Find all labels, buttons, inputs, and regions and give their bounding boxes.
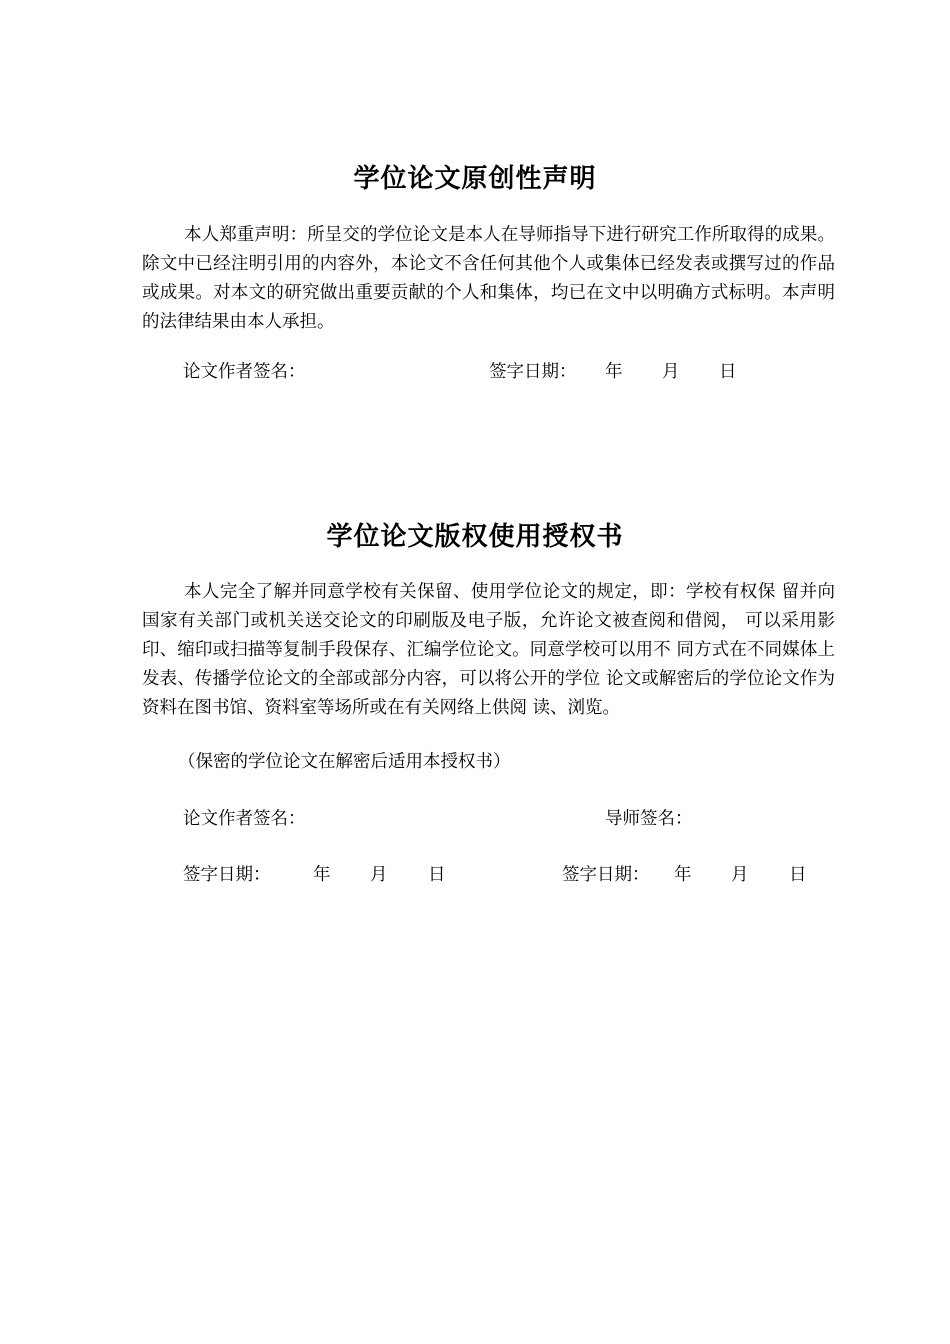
declaration-title: 学位论文原创性声明 (353, 164, 597, 194)
authorization-advisor-month-label: 月 (731, 865, 749, 885)
authorization-advisor-year-label: 年 (674, 865, 692, 885)
declaration-body: 本人郑重声明：所呈交的学位论文是本人在导师指导下进行研究工作所取得的成果。除文中已经注明引用的内容外，本论文不含任何其他个人或集体已经发表或撰写过的作品或成果。对本文的研究做出重要贡献的个人和集体，均已在文中以明确方式标明。本声明的法律结果由本人承担。 (142, 225, 835, 332)
declaration-month-label: 月 (662, 362, 680, 382)
declaration-date-label: 签字日期： (489, 362, 577, 382)
declaration-day-label: 日 (719, 362, 737, 382)
authorization-author-year-label: 年 (313, 865, 331, 885)
authorization-note: （保密的学位论文在解密后适用本授权书） (178, 752, 511, 772)
authorization-advisor-day-label: 日 (789, 865, 807, 885)
authorization-advisor-signature-label: 导师签名： (605, 809, 693, 829)
authorization-title: 学位论文版权使用授权书 (326, 522, 624, 552)
declaration-year-label: 年 (605, 362, 623, 382)
authorization-author-day-label: 日 (428, 865, 446, 885)
authorization-author-month-label: 月 (370, 865, 388, 885)
declaration-author-signature-label: 论文作者签名： (183, 362, 306, 382)
authorization-author-date-label: 签字日期： (183, 865, 271, 885)
authorization-author-signature-label: 论文作者签名： (183, 809, 306, 829)
authorization-advisor-date-label: 签字日期： (562, 865, 650, 885)
authorization-body: 本人完全了解并同意学校有关保留、使用学位论文的规定，即：学校有权保 留并向国家有关部门或机关送交论文的印刷版及电子版，允许论文被查阅和借阅， 可以采用影印、缩印或扫描等复制手段保存、汇编学位论文。同意学校可以用不 同方式在不同媒体上发表、传播学位论文的全部或部分内容，可以将公开的学位 论文或解密后的学位论文作为资料在图书馆、资料室等场所或在有关网络上供阅 读、浏览。 (142, 582, 835, 718)
